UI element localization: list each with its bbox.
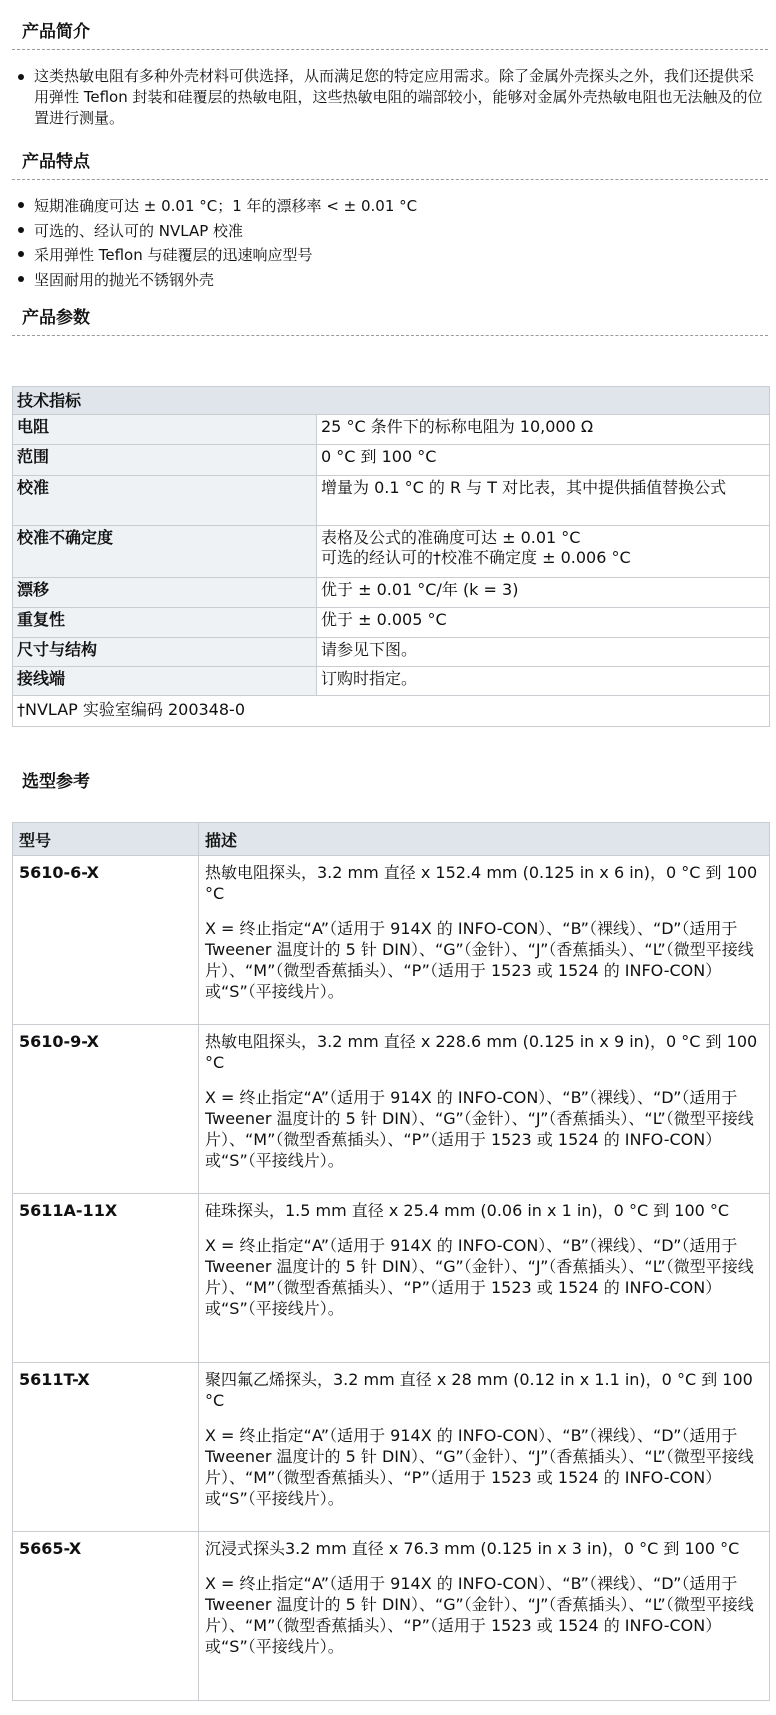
feature-bullet: 短期准确度可达 ± 0.01 °C；1 年的漂移率 < ± 0.01 °C [16,194,766,219]
spec-value: 请参见下图。 [317,638,770,667]
model-desc: 热敏电阻探头，3.2 mm 直径 x 152.4 mm (0.125 in x 6 in)，0 °C 到 100 °C [205,863,758,903]
spec-value: 订购时指定。 [317,667,770,696]
spec-row [13,476,770,526]
spec-label: 校准 [13,476,317,526]
model-number: 5611T-X [13,1363,199,1532]
spec-row [13,415,770,445]
feature-bullet: 坚固耐用的抛光不锈钢外壳 [16,268,766,293]
col-header-model: 型号 [13,823,199,856]
spec-label: 重复性 [13,608,317,638]
model-note: X = 终止指定“A”（适用于 914X 的 INFO-CON）、“B”（裸线）、“D”（适用于 Tweener 温度计的 5 针 DIN）、“G”（金针）、“J”（香蕉插头）、“L”（微型平接线片）、“M”（微型香蕉插头）、“P”（适用于 1523 或 1524 的 INFO-CON）或“S”（平接线片）。 [205,1236,754,1318]
features-heading: 产品特点 [12,148,768,180]
spec-value-line: 表格及公式的准确度可达 ± 0.01 °C [321,528,581,547]
params-heading: 产品参数 [12,304,768,336]
model-note: X = 终止指定“A”（适用于 914X 的 INFO-CON）、“B”（裸线）、“D”（适用于 Tweener 温度计的 5 针 DIN）、“G”（金针）、“J”（香蕉插头）、“L”（微型平接线片）、“M”（微型香蕉插头）、“P”（适用于 1523 或 1524 的 INFO-CON）或“S”（平接线片）。 [205,1426,754,1508]
model-desc-cell [199,1532,770,1701]
spec-value: 25 °C 条件下的标称电阻为 10,000 Ω [317,415,770,445]
model-desc-cell [199,1363,770,1532]
features-list [16,194,766,292]
spec-label: 电阻 [13,415,317,445]
feature-bullet: 采用弹性 Teflon 与硅覆层的迅速响应型号 [16,243,766,268]
spec-value: 增量为 0.1 °C 的 R 与 T 对比表，其中提供插值替换公式 [317,476,770,526]
model-number: 5610-9-X [13,1025,199,1194]
spec-value: 优于 ± 0.005 °C [317,608,770,638]
spec-value-line: 可选的经认可的†校准不确定度 ± 0.006 °C [321,548,631,567]
model-row [13,1025,770,1194]
spec-row [13,638,770,667]
spec-table [12,386,770,727]
spec-row [13,608,770,638]
model-note: X = 终止指定“A”（适用于 914X 的 INFO-CON）、“B”（裸线）、“D”（适用于 Tweener 温度计的 5 针 DIN）、“G”（金针）、“J”（香蕉插头）、“L”（微型平接线片）、“M”（微型香蕉插头）、“P”（适用于 1523 或 1524 的 INFO-CON）或“S”（平接线片）。 [205,1088,754,1170]
spec-value-multi [317,526,770,578]
model-desc-cell [199,856,770,1025]
model-number: 5611A-11X [13,1194,199,1363]
model-desc: 聚四氟乙烯探头，3.2 mm 直径 x 28 mm (0.12 in x 1.1 in)，0 °C 到 100 °C [205,1370,753,1410]
model-number: 5665-X [13,1532,199,1701]
model-desc: 沉浸式探头3.2 mm 直径 x 76.3 mm (0.125 in x 3 in)，0 °C 到 100 °C [205,1539,740,1558]
intro-list [16,66,766,129]
model-note: X = 终止指定“A”（适用于 914X 的 INFO-CON）、“B”（裸线）、“D”（适用于 Tweener 温度计的 5 针 DIN）、“G”（金针）、“J”（香蕉插头）、“L”（微型平接线片）、“M”（微型香蕉插头）、“P”（适用于 1523 或 1524 的 INFO-CON）或“S”（平接线片）。 [205,919,754,1001]
spec-label: 尺寸与结构 [13,638,317,667]
model-row [13,1194,770,1363]
selection-heading: 选型参考 [22,772,90,792]
model-row [13,1363,770,1532]
spec-footnote-row [13,696,770,727]
col-header-desc: 描述 [199,823,770,856]
spec-row [13,445,770,476]
model-table [12,822,770,1701]
spec-table-header: 技术指标 [13,387,770,415]
intro-heading: 产品简介 [12,18,768,50]
model-number: 5610-6-X [13,856,199,1025]
spec-row [13,578,770,608]
model-desc: 硅珠探头，1.5 mm 直径 x 25.4 mm (0.06 in x 1 in)，0 °C 到 100 °C [205,1201,730,1220]
spec-row [13,526,770,578]
spec-label: 范围 [13,445,317,476]
spec-label: 漂移 [13,578,317,608]
spec-value: 0 °C 到 100 °C [317,445,770,476]
feature-bullet: 可选的、经认可的 NVLAP 校准 [16,219,766,244]
model-note: X = 终止指定“A”（适用于 914X 的 INFO-CON）、“B”（裸线）、“D”（适用于 Tweener 温度计的 5 针 DIN）、“G”（金针）、“J”（香蕉插头）、“L”（微型平接线片）、“M”（微型香蕉插头）、“P”（适用于 1523 或 1524 的 INFO-CON）或“S”（平接线片）。 [205,1574,754,1656]
model-table-header-row [13,823,770,856]
intro-bullet: 这类热敏电阻有多种外壳材料可供选择，从而满足您的特定应用需求。除了金属外壳探头之外，我们还提供采用弹性 Teflon 封装和硅覆层的热敏电阻，这些热敏电阻的端部较小，能够对金属外壳热敏电阻也无法触及的位置进行测量。 [16,66,766,129]
spec-label: 校准不确定度 [13,526,317,578]
model-desc-cell [199,1194,770,1363]
spec-table-header-row [13,387,770,415]
spec-label: 接线端 [13,667,317,696]
spec-footnote: †NVLAP 实验室编码 200348-0 [13,696,770,727]
spec-value: 优于 ± 0.01 °C/年 (k = 3) [317,578,770,608]
model-row [13,1532,770,1701]
model-desc-cell [199,1025,770,1194]
model-desc: 热敏电阻探头，3.2 mm 直径 x 228.6 mm (0.125 in x 9 in)，0 °C 到 100 °C [205,1032,758,1072]
spec-row [13,667,770,696]
model-row [13,856,770,1025]
